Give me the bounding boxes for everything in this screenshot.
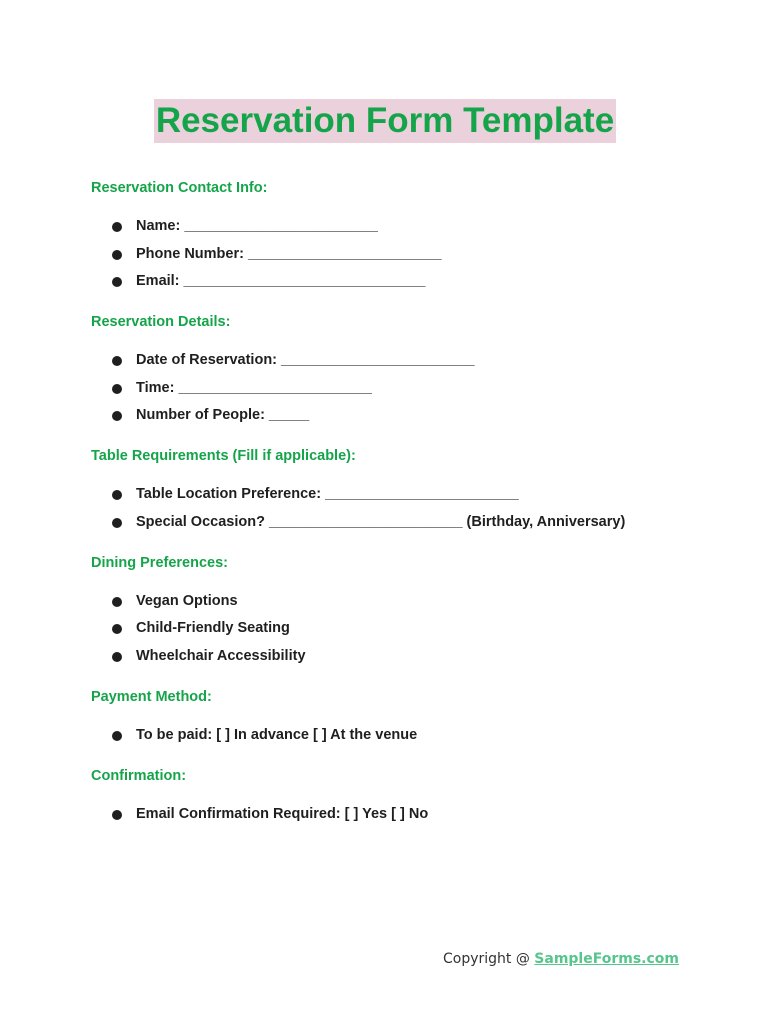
list-item [91,512,730,532]
bullet-icon [112,518,122,528]
section-list [91,216,730,291]
section-heading: Dining Preferences: [91,554,228,571]
page-title: Reservation Form Template [154,99,616,143]
footer-copyright: Copyright @ [442,951,535,967]
list-item-text: Name: ________________________ [136,218,378,234]
section-heading: Confirmation: [91,767,187,784]
list-item-text: Phone Number: ________________________ [136,245,442,262]
list-item [91,271,730,291]
bullet-icon [112,731,122,741]
footer [443,951,679,967]
section-heading: Reservation Contact Info: [91,180,268,196]
list-item [91,244,730,264]
section-list [91,350,730,425]
list-item [91,725,730,745]
list-item-text: Number of People: _____ [136,407,310,423]
list-item-text: Child-Friendly Seating [136,620,290,636]
list-item-text: Email Confirmation Required: [ ] Yes [ ] No [136,805,429,822]
section-list [91,725,730,745]
section-heading: Table Requirements (Fill if applicable): [91,448,356,464]
bullet-icon [112,356,122,366]
bullet-icon [112,277,122,287]
list-item-text: To be paid: [ ] In advance [ ] At the venue [136,726,418,743]
section-list [91,484,730,532]
list-item [91,405,730,425]
list-item-text: Table Location Preference: ________________________ [136,486,519,502]
bullet-icon [112,597,122,607]
section-heading: Payment Method: [91,688,212,705]
bullet-icon [112,411,122,421]
list-item-text: Email: ______________________________ [136,273,426,289]
bullet-icon [112,222,122,232]
footer-link[interactable]: SampleForms.com [534,951,679,967]
list-item-text: Wheelchair Accessibility [136,647,306,664]
bullet-icon [112,810,122,820]
section-heading: Reservation Details: [91,314,231,330]
list-item-text: Vegan Options [136,592,238,609]
list-item [91,216,730,236]
list-item [91,646,730,666]
list-item-text: Date of Reservation: ________________________ [136,352,475,368]
list-item [91,618,730,638]
list-item [91,804,730,824]
list-item [91,591,730,611]
list-item-text: Special Occasion? ________________________ (Birthday, Anniversary) [136,513,626,530]
bullet-icon [112,624,122,634]
form-content [91,178,730,845]
bullet-icon [112,384,122,394]
list-item [91,350,730,370]
bullet-icon [112,652,122,662]
list-item [91,378,730,398]
section-list [91,591,730,666]
list-item-text: Time: ________________________ [136,379,372,396]
bullet-icon [112,490,122,500]
section-list [91,804,730,824]
bullet-icon [112,250,122,260]
title-container [0,99,770,143]
list-item [91,484,730,504]
